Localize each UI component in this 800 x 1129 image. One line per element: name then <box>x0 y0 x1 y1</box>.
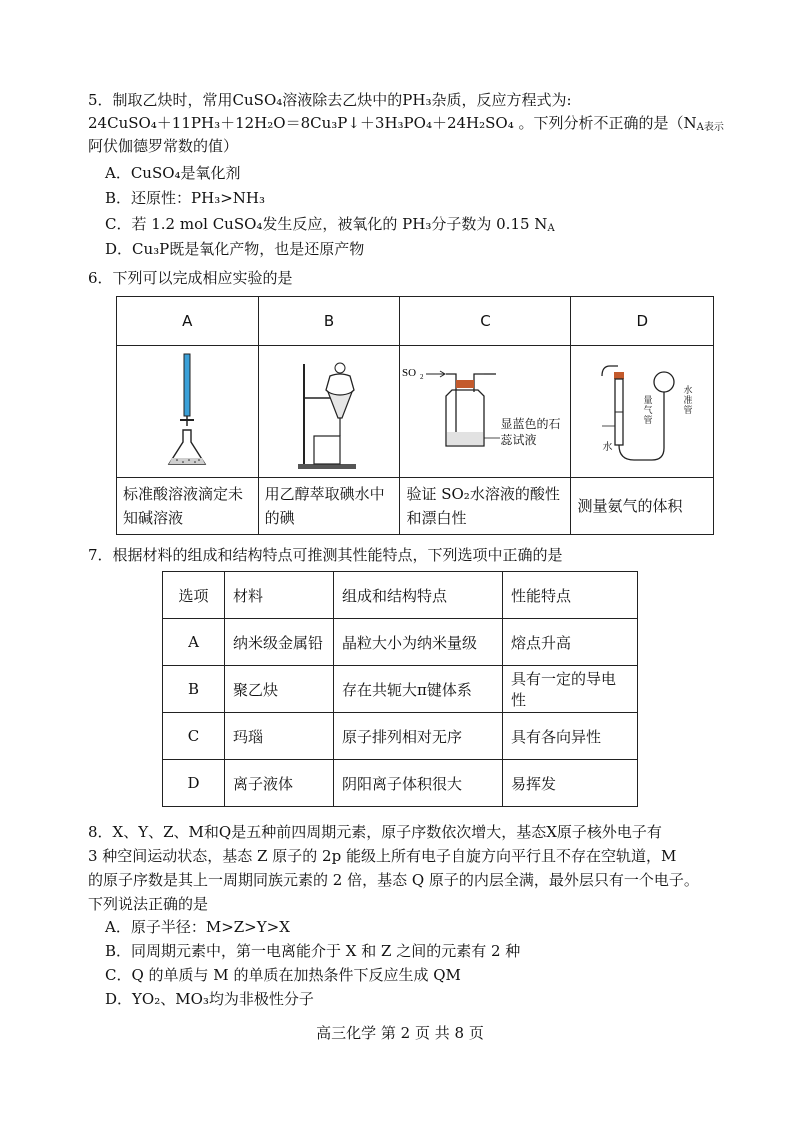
q6-table <box>116 296 714 535</box>
q5-option-b: B．还原性：PH₃>NH₃ <box>105 189 265 207</box>
q7-cell: 玛瑙 <box>225 713 334 760</box>
q7-row-a <box>163 619 638 666</box>
q6-desc-a: 标准酸溶液滴定未知碱溶液 <box>117 478 259 535</box>
q6-header-c: C <box>400 297 571 346</box>
q7-cell: 具有各向异性 <box>503 713 638 760</box>
q7-header-option: 选项 <box>163 572 225 619</box>
q8-stem-line1: 8．X、Y、Z、M和Q是五种前四周期元素，原子序数依次增大，基态X原子核外电子有 <box>88 823 662 841</box>
q7-cell: 具有一定的导电性 <box>503 666 638 713</box>
q7-header-structure: 组成和结构特点 <box>334 572 503 619</box>
q7-stem: 7．根据材料的组成和结构特点可推测其性能特点，下列选项中正确的是 <box>88 546 563 564</box>
q8-option-b: B．同周期元素中，第一电离能介于 X 和 Z 之间的元素有 2 种 <box>105 942 521 960</box>
q7-cell: 离子液体 <box>225 760 334 807</box>
gas-washing-bottle-icon <box>400 352 570 472</box>
q6-header-b: B <box>258 297 400 346</box>
q6-c-gas-label: SO <box>402 366 417 379</box>
q7-cell: C <box>163 713 225 760</box>
q6-figure-b <box>258 346 400 478</box>
q8-option-c: C．Q 的单质与 M 的单质在加热条件下反应生成 QM <box>105 966 461 984</box>
q6-figure-a <box>117 346 259 478</box>
q6-desc-d: 测量氨气的体积 <box>571 478 714 535</box>
q5-na-sub: A表示 <box>696 122 724 133</box>
q6-figure-d <box>571 346 714 478</box>
q6-header-a: A <box>117 297 259 346</box>
q7-row-b <box>163 666 638 713</box>
q5-equation-line <box>88 113 724 133</box>
q5-option-c-text: C．若 1.2 mol CuSO₄发生反应，被氧化的 PH₃分子数为 0.15 N <box>105 215 548 233</box>
q6-d-left-label: 量气管 <box>643 396 653 426</box>
q7-header-property: 性能特点 <box>503 572 638 619</box>
q7-cell: 原子排列相对无序 <box>334 713 503 760</box>
q8-option-d: D．YO₂、MO₃均为非极性分子 <box>105 990 314 1008</box>
q7-row-c <box>163 713 638 760</box>
page-footer: 高三化学 第 2 页 共 8 页 <box>316 1024 484 1042</box>
q7-row-d <box>163 760 638 807</box>
q5-equation-text: 24CuSO₄＋11PH₃＋12H₂O＝8Cu₃P↓＋3H₃PO₄＋24H₂SO₄ 。下列分析不正确的是（N <box>88 114 697 132</box>
q6-header-d: D <box>571 297 714 346</box>
q8-stem-line2: 3 种空间运动状态，基态 Z 原子的 2p 能级上所有电子自旋方向平行且不存在空轨道，M <box>88 847 677 865</box>
q8-stem-line4: 下列说法正确的是 <box>88 895 209 913</box>
q7-cell: 聚乙炔 <box>225 666 334 713</box>
q7-cell: D <box>163 760 225 807</box>
q7-cell: 晶粒大小为纳米量级 <box>334 619 503 666</box>
q6-figure-c <box>400 346 571 478</box>
q5-option-a: A．CuSO₄是氧化剂 <box>105 164 241 182</box>
q6-d-water-label: 水 <box>602 442 613 453</box>
q6-desc-b: 用乙醇萃取碘水中的碘 <box>258 478 400 535</box>
q5-stem-line3: 阿伏伽德罗常数的值） <box>88 137 239 155</box>
q7-cell: A <box>163 619 225 666</box>
q5-option-d: D．Cu₃P既是氧化产物，也是还原产物 <box>105 240 365 258</box>
q7-cell: 易挥发 <box>503 760 638 807</box>
q7-cell: B <box>163 666 225 713</box>
q7-cell: 阴阳离子体积很大 <box>334 760 503 807</box>
q5-stem-line1: 5．制取乙炔时，常用CuSO₄溶液除去乙炔中的PH₃杂质，反应方程式为: <box>88 91 572 109</box>
q5-option-c-sub: A <box>547 223 555 234</box>
svg-text:2: 2 <box>420 372 424 381</box>
q6-desc-c: 验证 SO₂水溶液的酸性和漂白性 <box>400 478 571 535</box>
q6-stem: 6．下列可以完成相应实验的是 <box>88 269 293 287</box>
q7-cell: 纳米级金属铅 <box>225 619 334 666</box>
q5-option-c <box>105 214 555 234</box>
separatory-funnel-icon <box>284 352 374 472</box>
q7-cell: 存在共轭大π键体系 <box>334 666 503 713</box>
q6-d-right-label: 水准管 <box>683 386 693 416</box>
q7-cell: 熔点升高 <box>503 619 638 666</box>
q7-table <box>162 571 638 807</box>
q8-stem-line3: 的原子序数是其上一周期同族元素的 2 倍，基态 Q 原子的内层全满，最外层只有一个电子。 <box>88 871 699 889</box>
q8-option-a: A．原子半径：M>Z>Y>X <box>105 918 290 936</box>
titration-apparatus-icon <box>147 352 227 472</box>
q6-c-liquid-label: 显蓝色的石蕊试液 <box>500 417 561 447</box>
q7-header-material: 材料 <box>225 572 334 619</box>
